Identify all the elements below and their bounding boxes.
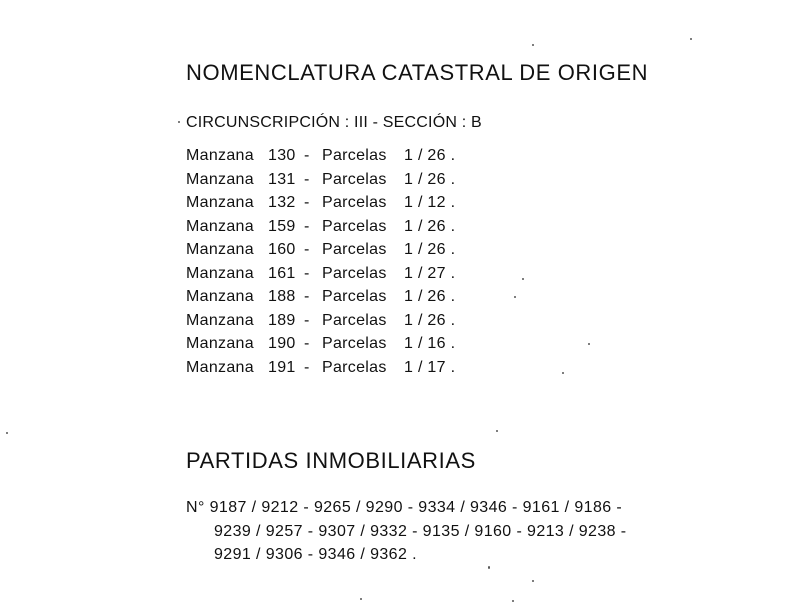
manzana-number: 161: [268, 264, 296, 282]
manzana-label: Manzana: [186, 358, 254, 376]
circunscripcion-seccion: CIRCUNSCRIPCIÓN : III - SECCIÓN : B: [186, 114, 482, 131]
manzana-row: [186, 309, 455, 333]
separator: -: [304, 335, 310, 352]
scan-speck: [488, 566, 490, 569]
partidas-line: 9239 / 9257 - 9307 / 9332 - 9135 / 9160 - 9213 / 9238 -: [214, 522, 627, 540]
parcelas-range: 1 / 12 .: [404, 194, 456, 211]
manzana-number: 131: [268, 170, 296, 188]
scan-speck: [360, 598, 362, 600]
partidas-line: 9291 / 9306 - 9346 / 9362 .: [214, 546, 417, 563]
scan-speck: [690, 38, 692, 40]
manzana-label: Manzana: [186, 335, 254, 352]
parcelas-label: Parcelas: [322, 358, 387, 376]
partidas-title: PARTIDAS INMOBILIARIAS: [186, 448, 476, 473]
manzana-number: 191: [268, 358, 296, 376]
manzana-row: [186, 238, 455, 262]
parcelas-label: Parcelas: [322, 241, 387, 258]
manzana-row: [186, 332, 455, 356]
scan-speck: [6, 432, 8, 434]
manzana-number: 130: [268, 147, 296, 164]
manzana-label: Manzana: [186, 170, 254, 188]
manzana-number: 188: [268, 288, 296, 305]
scan-speck: [522, 278, 524, 280]
separator: -: [304, 288, 310, 305]
parcelas-label: Parcelas: [322, 335, 387, 352]
parcelas-label: Parcelas: [322, 288, 387, 305]
manzana-label: Manzana: [186, 311, 254, 329]
manzana-label: Manzana: [186, 194, 254, 211]
manzana-number: 132: [268, 194, 296, 211]
manzana-label: Manzana: [186, 288, 254, 305]
manzana-label: Manzana: [186, 147, 254, 164]
separator: -: [304, 147, 310, 164]
separator: -: [304, 358, 310, 376]
parcelas-range: 1 / 26 .: [404, 170, 456, 188]
manzana-number: 190: [268, 335, 296, 352]
document-title: NOMENCLATURA CATASTRAL DE ORIGEN: [186, 60, 649, 85]
scan-speck: [514, 296, 516, 298]
scan-speck: [512, 600, 514, 602]
parcelas-range: 1 / 27 .: [404, 264, 456, 282]
manzana-row: [186, 215, 455, 239]
parcelas-range: 1 / 26 .: [404, 311, 456, 329]
separator: -: [304, 217, 310, 235]
manzana-row: [186, 168, 455, 192]
parcelas-range: 1 / 26 .: [404, 288, 456, 305]
parcelas-label: Parcelas: [322, 170, 387, 188]
manzana-number: 189: [268, 311, 296, 329]
parcelas-label: Parcelas: [322, 311, 387, 329]
scan-speck: [532, 44, 534, 46]
partidas-line: N° 9187 / 9212 - 9265 / 9290 - 9334 / 9346 - 9161 / 9186 -: [186, 499, 623, 516]
manzana-row: [186, 262, 455, 286]
manzana-label: Manzana: [186, 264, 254, 282]
parcelas-label: Parcelas: [322, 147, 387, 164]
separator: -: [304, 194, 310, 211]
parcelas-label: Parcelas: [322, 194, 387, 211]
manzana-row: [186, 356, 455, 380]
separator: -: [304, 311, 310, 329]
parcelas-range: 1 / 26 .: [404, 147, 456, 164]
parcelas-range: 1 / 17 .: [404, 358, 456, 376]
scan-speck: [532, 580, 534, 582]
parcelas-range: 1 / 16 .: [404, 335, 456, 352]
parcelas-label: Parcelas: [322, 264, 387, 282]
separator: -: [304, 241, 310, 258]
separator: -: [304, 170, 310, 188]
manzana-list: [186, 144, 455, 379]
partidas-list: [186, 496, 627, 567]
manzana-number: 159: [268, 217, 296, 235]
parcelas-label: Parcelas: [322, 217, 387, 235]
scan-speck: [496, 430, 498, 432]
scan-speck: [588, 343, 590, 345]
separator: -: [304, 264, 310, 282]
manzana-row: [186, 191, 455, 215]
scan-speck: [178, 121, 180, 123]
manzana-label: Manzana: [186, 217, 254, 235]
parcelas-range: 1 / 26 .: [404, 217, 456, 235]
scan-speck: [562, 372, 564, 374]
parcelas-range: 1 / 26 .: [404, 241, 456, 258]
manzana-label: Manzana: [186, 241, 254, 258]
manzana-number: 160: [268, 241, 296, 258]
manzana-row: [186, 144, 455, 168]
manzana-row: [186, 285, 455, 309]
